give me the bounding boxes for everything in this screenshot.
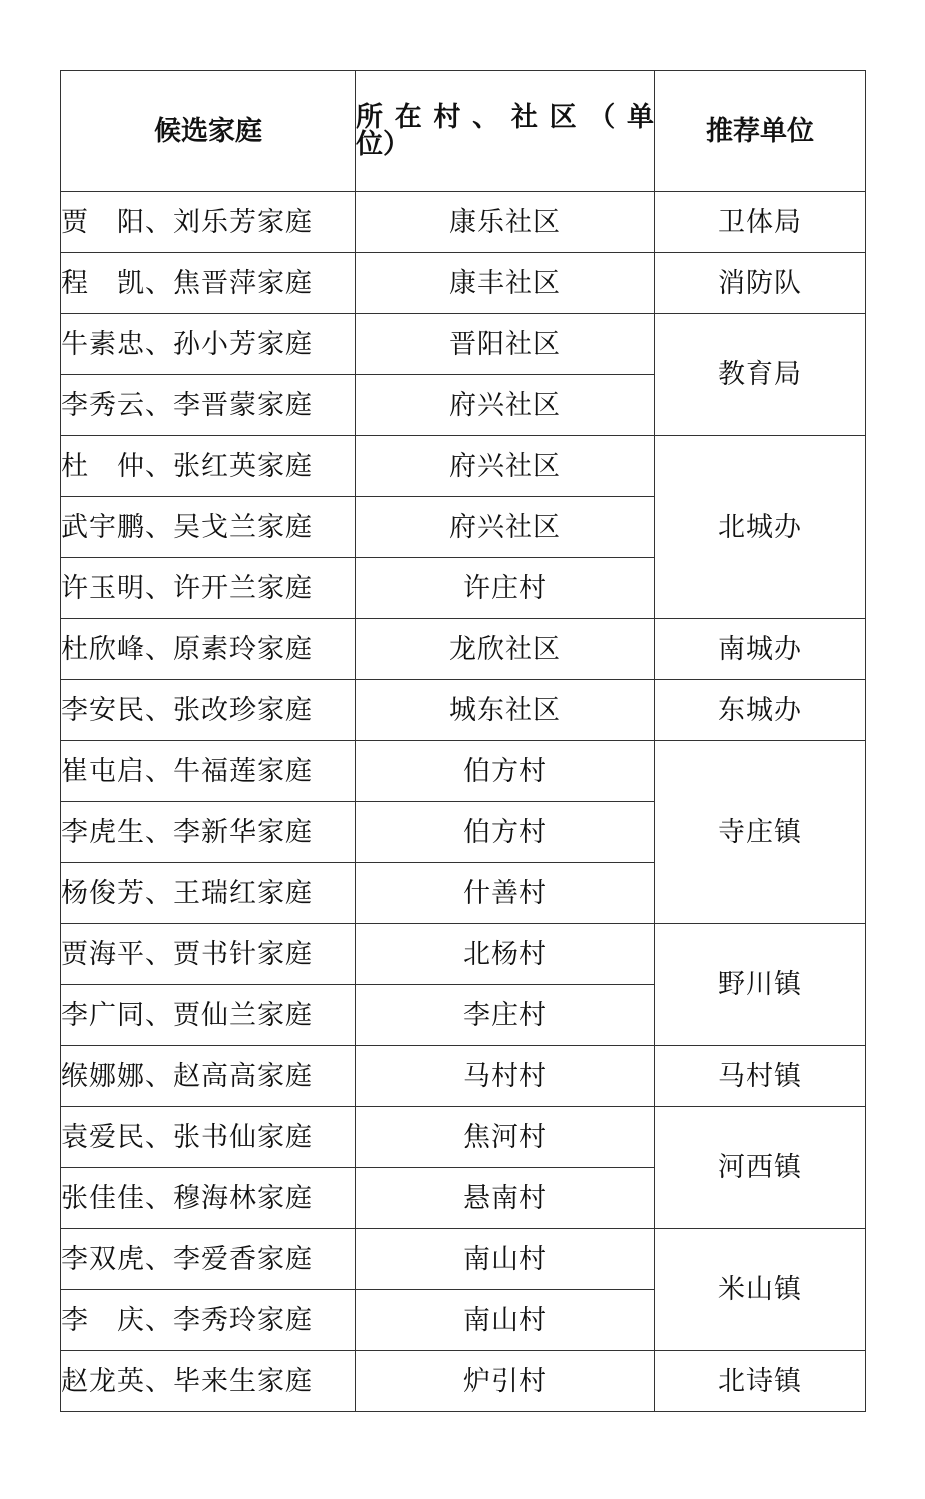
village-community-cell: 晋阳社区 [356,314,655,375]
village-community-cell: 南山村 [356,1290,655,1351]
family-name-cell: 贾 阳、刘乐芳家庭 [61,192,356,253]
candidate-families-table [60,70,866,1412]
village-community-cell: 康乐社区 [356,192,655,253]
table-row [61,741,866,802]
village-community-cell: 伯方村 [356,741,655,802]
table-row [61,314,866,375]
family-name-cell: 李虎生、李新华家庭 [61,802,356,863]
recommending-unit-cell: 野川镇 [655,924,866,1046]
table-row [61,1229,866,1290]
village-community-cell: 炉引村 [356,1351,655,1412]
table-row [61,680,866,741]
village-community-cell: 城东社区 [356,680,655,741]
recommending-unit-cell: 河西镇 [655,1107,866,1229]
village-community-cell: 府兴社区 [356,375,655,436]
village-community-cell: 许庄村 [356,558,655,619]
recommending-unit-cell: 教育局 [655,314,866,436]
village-community-cell: 康丰社区 [356,253,655,314]
header-village-line2: 位） [356,129,410,160]
recommending-unit-cell: 南城办 [655,619,866,680]
village-community-cell: 龙欣社区 [356,619,655,680]
village-community-cell: 南山村 [356,1229,655,1290]
village-community-cell: 什善村 [356,863,655,924]
village-community-cell: 伯方村 [356,802,655,863]
village-community-cell: 府兴社区 [356,436,655,497]
table-row [61,1351,866,1412]
family-name-cell: 许玉明、许开兰家庭 [61,558,356,619]
table-header-row [61,71,866,192]
family-name-cell: 缑娜娜、赵高高家庭 [61,1046,356,1107]
recommending-unit-cell: 消防队 [655,253,866,314]
family-name-cell: 牛素忠、孙小芳家庭 [61,314,356,375]
village-community-cell: 悬南村 [356,1168,655,1229]
header-village-line1: 所在村、社区（单 [356,102,654,133]
family-name-cell: 李安民、张改珍家庭 [61,680,356,741]
family-name-cell: 袁爱民、张书仙家庭 [61,1107,356,1168]
table-row [61,192,866,253]
family-name-cell: 李 庆、李秀玲家庭 [61,1290,356,1351]
table-row [61,619,866,680]
family-name-cell: 武宇鹏、吴戈兰家庭 [61,497,356,558]
table-row [61,436,866,497]
table-row [61,1046,866,1107]
recommending-unit-cell: 卫体局 [655,192,866,253]
family-name-cell: 贾海平、贾书针家庭 [61,924,356,985]
family-name-cell: 杜欣峰、原素玲家庭 [61,619,356,680]
family-name-cell: 李秀云、李晋蒙家庭 [61,375,356,436]
family-name-cell: 李广同、贾仙兰家庭 [61,985,356,1046]
village-community-cell: 焦河村 [356,1107,655,1168]
recommending-unit-cell: 北城办 [655,436,866,619]
recommending-unit-cell: 东城办 [655,680,866,741]
table-row [61,1107,866,1168]
family-name-cell: 赵龙英、毕来生家庭 [61,1351,356,1412]
village-community-cell: 马村村 [356,1046,655,1107]
table-row [61,924,866,985]
village-community-cell: 北杨村 [356,924,655,985]
family-name-cell: 程 凯、焦晋萍家庭 [61,253,356,314]
header-village-community [356,71,655,192]
table-row [61,253,866,314]
village-community-cell: 李庄村 [356,985,655,1046]
recommending-unit-cell: 寺庄镇 [655,741,866,924]
header-candidate-family: 候选家庭 [61,71,356,192]
family-name-cell: 崔屯启、牛福莲家庭 [61,741,356,802]
family-name-cell: 杜 仲、张红英家庭 [61,436,356,497]
recommending-unit-cell: 北诗镇 [655,1351,866,1412]
family-name-cell: 李双虎、李爱香家庭 [61,1229,356,1290]
village-community-cell: 府兴社区 [356,497,655,558]
recommending-unit-cell: 马村镇 [655,1046,866,1107]
family-name-cell: 张佳佳、穆海林家庭 [61,1168,356,1229]
header-recommending-unit: 推荐单位 [655,71,866,192]
recommending-unit-cell: 米山镇 [655,1229,866,1351]
family-name-cell: 杨俊芳、王瑞红家庭 [61,863,356,924]
